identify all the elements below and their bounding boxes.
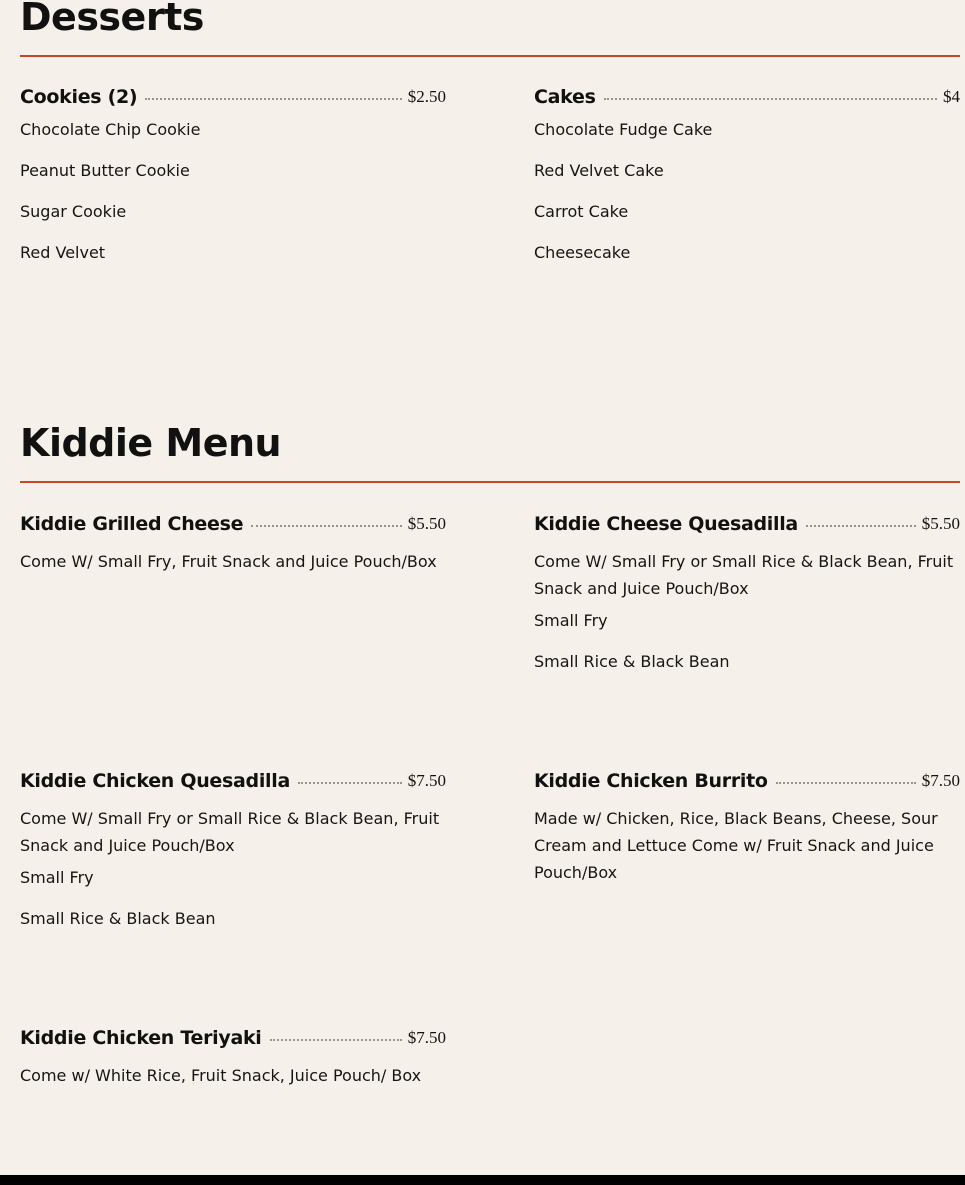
menu-item-cookies[interactable] [20, 81, 446, 283]
item-price: $4 [943, 87, 960, 106]
item-description: Come W/ Small Fry or Small Rice & Black Bean, Fruit Snack and Juice Pouch/Box [534, 552, 954, 598]
desserts-divider [20, 55, 960, 57]
kiddie-menu-section [20, 420, 960, 1120]
menu-item-kiddie-cheese-quesadilla[interactable] [534, 508, 960, 692]
item-description: Come w/ White Rice, Fruit Snack, Juice Pouch/ Box [20, 1066, 422, 1085]
option-item[interactable]: Small Rice & Black Bean [20, 909, 216, 928]
option-item[interactable]: Cheesecake [534, 243, 631, 262]
item-price: $2.50 [407, 87, 446, 106]
item-description: Made w/ Chicken, Rice, Black Beans, Cheese, Sour Cream and Lettuce Come w/ Fruit Snack and Juice Pouch/Box [534, 809, 938, 882]
option-item[interactable]: Carrot Cake [534, 202, 629, 221]
option-item[interactable]: Chocolate Chip Cookie [20, 120, 201, 139]
dot-leader [604, 98, 937, 100]
option-list [20, 119, 446, 283]
item-name: Kiddie Grilled Cheese [20, 513, 244, 535]
menu-item-kiddie-chicken-burrito[interactable] [534, 765, 960, 886]
option-item[interactable]: Red Velvet Cake [534, 161, 664, 180]
item-name: Cookies (2) [20, 86, 138, 108]
dot-leader [298, 782, 402, 784]
kiddie-menu-divider [20, 481, 960, 483]
option-item[interactable]: Small Rice & Black Bean [534, 652, 730, 671]
option-list [534, 119, 960, 283]
menu-item-kiddie-chicken-quesadilla[interactable] [20, 765, 446, 949]
option-list [534, 610, 960, 692]
option-item[interactable]: Small Fry [20, 868, 94, 887]
menu-item-kiddie-chicken-teriyaki[interactable] [20, 1022, 446, 1089]
menu-item-cakes[interactable] [534, 81, 960, 283]
item-name: Cakes [534, 86, 596, 108]
option-item[interactable]: Red Velvet [20, 243, 106, 262]
dot-leader [145, 98, 401, 100]
dot-leader [806, 525, 916, 527]
option-item[interactable]: Small Fry [534, 611, 608, 630]
item-price: $7.50 [921, 771, 960, 790]
item-price: $7.50 [407, 1028, 446, 1047]
item-description: Come W/ Small Fry, Fruit Snack and Juice Pouch/Box [20, 552, 437, 571]
kiddie-menu-title: Kiddie Menu [20, 421, 282, 465]
item-name: Kiddie Chicken Teriyaki [20, 1027, 262, 1049]
dot-leader [776, 782, 916, 784]
dot-leader [270, 1039, 402, 1041]
item-price: $5.50 [921, 514, 960, 533]
desserts-section [20, 0, 960, 294]
item-price: $5.50 [407, 514, 446, 533]
desserts-title: Desserts [20, 0, 204, 39]
dot-leader [251, 525, 402, 527]
item-description: Come W/ Small Fry or Small Rice & Black Bean, Fruit Snack and Juice Pouch/Box [20, 809, 440, 855]
footer-bar [0, 1175, 965, 1185]
item-price: $7.50 [407, 771, 446, 790]
item-name: Kiddie Chicken Quesadilla [20, 770, 291, 792]
option-list [20, 867, 446, 949]
menu-item-kiddie-grilled-cheese[interactable] [20, 508, 446, 575]
option-item[interactable]: Chocolate Fudge Cake [534, 120, 713, 139]
item-name: Kiddie Chicken Burrito [534, 770, 768, 792]
option-item[interactable]: Sugar Cookie [20, 202, 127, 221]
item-name: Kiddie Cheese Quesadilla [534, 513, 798, 535]
option-item[interactable]: Peanut Butter Cookie [20, 161, 190, 180]
